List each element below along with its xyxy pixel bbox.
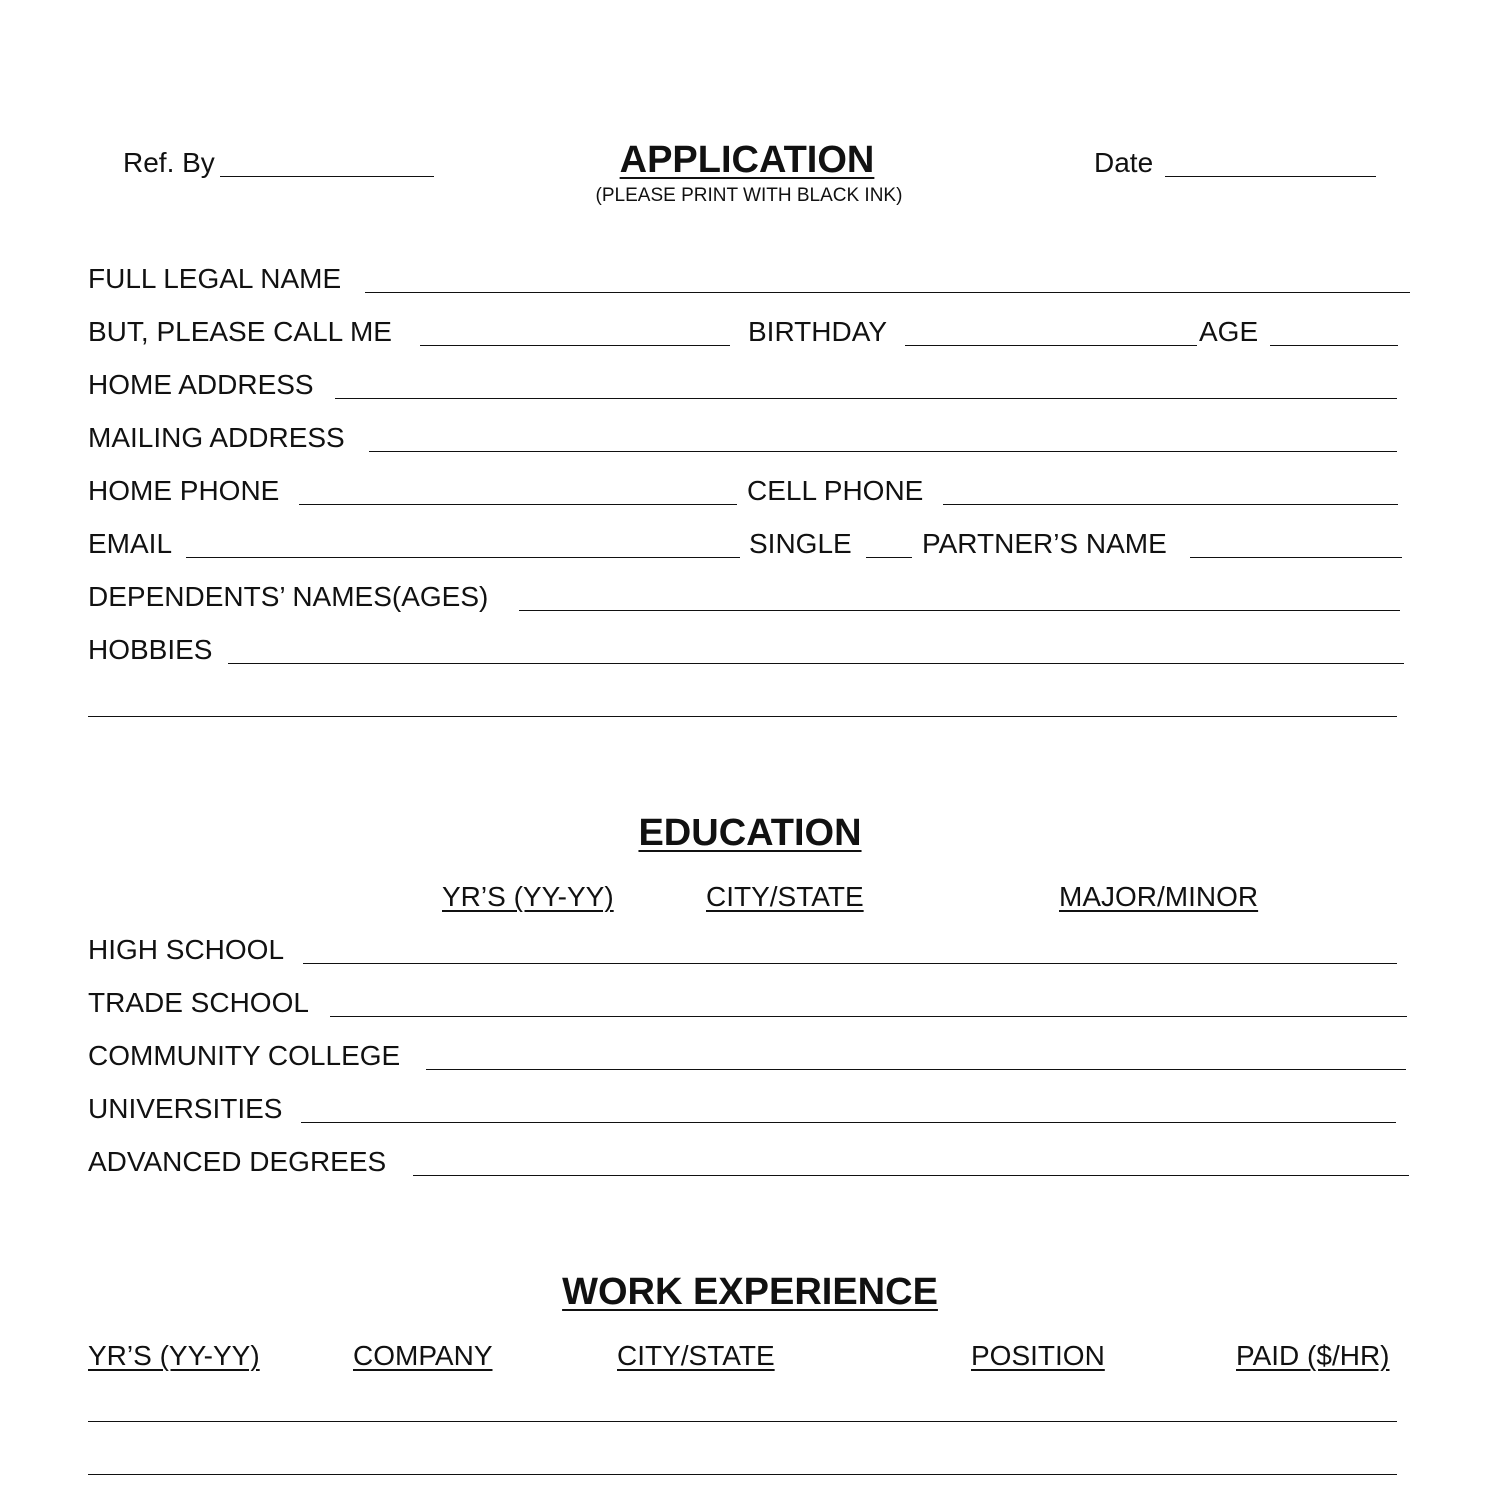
single-field[interactable]: [866, 557, 912, 558]
dependents-label: DEPENDENTS’ NAMES(AGES): [88, 581, 489, 612]
age-field[interactable]: [1270, 345, 1398, 346]
high-school-label: HIGH SCHOOL: [88, 934, 285, 965]
trade-school-label: TRADE SCHOOL: [88, 987, 309, 1018]
partners-name-field[interactable]: [1190, 557, 1402, 558]
hobbies-field-continued[interactable]: [88, 716, 1397, 717]
community-college-label: COMMUNITY COLLEGE: [88, 1040, 401, 1071]
hobbies-field[interactable]: [228, 663, 1404, 664]
cell-phone-label: CELL PHONE: [747, 475, 924, 506]
dependents-field[interactable]: [519, 610, 1400, 611]
call-me-label: BUT, PLEASE CALL ME: [88, 316, 392, 347]
page-subtitle: (PLEASE PRINT WITH BLACK INK): [595, 185, 903, 206]
education-col-major-minor: MAJOR/MINOR: [1059, 881, 1259, 912]
work-col-company: COMPANY: [353, 1340, 493, 1371]
work-col-years: YR’S (YY-YY): [88, 1340, 260, 1371]
mailing-address-label: MAILING ADDRESS: [88, 422, 345, 453]
work-entry-field[interactable]: [88, 1421, 1397, 1422]
birthday-label: BIRTHDAY: [748, 316, 887, 347]
page-title: APPLICATION: [619, 139, 875, 181]
email-field[interactable]: [186, 557, 740, 558]
email-label: EMAIL: [88, 528, 173, 559]
home-address-field[interactable]: [335, 398, 1397, 399]
trade-school-field[interactable]: [330, 1016, 1407, 1017]
single-label: SINGLE: [749, 528, 852, 559]
partners-name-label: PARTNER’S NAME: [922, 528, 1167, 559]
work-col-city-state: CITY/STATE: [617, 1340, 775, 1371]
call-me-field[interactable]: [420, 345, 730, 346]
home-address-label: HOME ADDRESS: [88, 369, 314, 400]
advanced-degrees-label: ADVANCED DEGREES: [88, 1146, 387, 1177]
universities-field[interactable]: [301, 1122, 1396, 1123]
work-col-position: POSITION: [971, 1340, 1105, 1371]
home-phone-field[interactable]: [299, 504, 737, 505]
work-experience-title: WORK EXPERIENCE: [562, 1271, 938, 1313]
home-phone-label: HOME PHONE: [88, 475, 280, 506]
date-label: Date: [1094, 147, 1154, 178]
date-field[interactable]: [1165, 176, 1376, 177]
ref-by-field[interactable]: [220, 176, 434, 177]
education-title: EDUCATION: [638, 812, 862, 854]
universities-label: UNIVERSITIES: [88, 1093, 283, 1124]
cell-phone-field[interactable]: [943, 504, 1398, 505]
high-school-field[interactable]: [303, 963, 1397, 964]
work-col-paid: PAID ($/HR): [1236, 1340, 1390, 1371]
education-col-years: YR’S (YY-YY): [442, 881, 614, 912]
birthday-field[interactable]: [905, 345, 1197, 346]
advanced-degrees-field[interactable]: [413, 1175, 1409, 1176]
full-legal-name-field[interactable]: [365, 292, 1410, 293]
mailing-address-field[interactable]: [369, 451, 1397, 452]
ref-by-label: Ref. By: [123, 147, 215, 178]
work-entry-field[interactable]: [88, 1474, 1397, 1475]
hobbies-label: HOBBIES: [88, 634, 213, 665]
community-college-field[interactable]: [426, 1069, 1406, 1070]
education-col-city-state: CITY/STATE: [706, 881, 864, 912]
age-label: AGE: [1199, 316, 1259, 347]
full-legal-name-label: FULL LEGAL NAME: [88, 263, 342, 294]
